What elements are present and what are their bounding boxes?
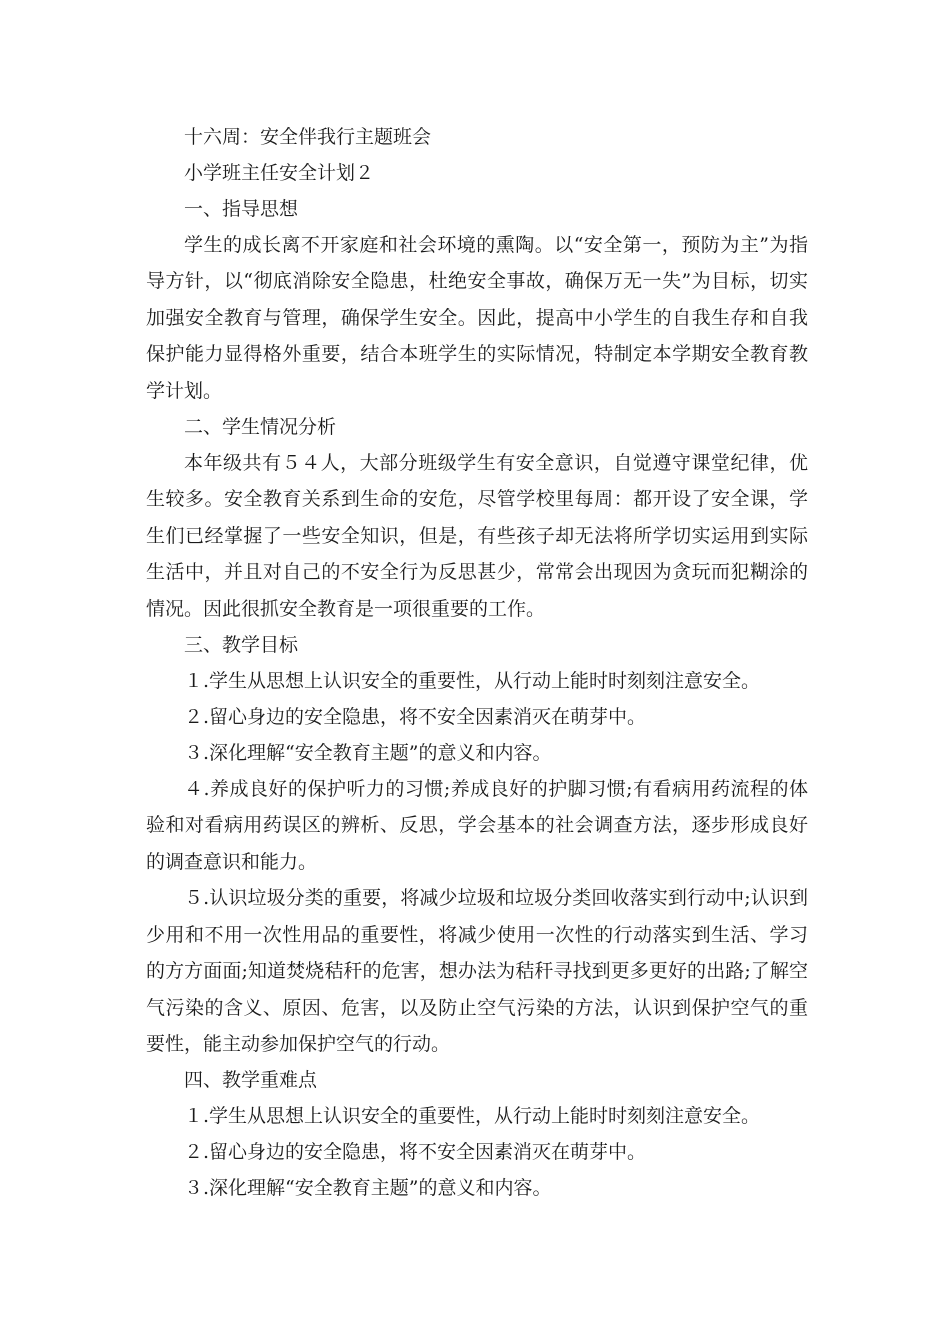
document-body [146,119,808,1206]
heading-key-points: 四、教学重难点 [184,1069,318,1092]
heading-teaching-goals: 三、教学目标 [184,634,299,657]
heading-student-analysis: 二、学生情况分析 [184,416,337,439]
paragraph-guiding-ideology: 学生的成长离不开家庭和社会环境的熏陶。以“安全第一，预防为主”为指导方针，以“彻底消除安全隐患，杜绝安全事故，确保万无一失”为目标，切实加强安全教育与管理，确保学生安全。因此，提高中小学生的自我生存和自我保护能力显得格外重要，结合本班学生的实际情况，特制定本学期安全教育教学计划。 [146,234,808,402]
goal-item-4: ４.养成良好的保护听力的习惯;养成良好的护脚习惯;有看病用药流程的体验和对看病用药误区的辨析、反思，学会基本的社会调查方法，逐步形成良好的调查意识和能力。 [146,778,808,873]
line-plan-title: 小学班主任安全计划２ [184,162,375,184]
line-week-title: 十六周：安全伴我行主题班会 [184,126,432,148]
key-point-item-2: ２.留心身边的安全隐患，将不安全因素消灭在萌芽中。 [184,1141,647,1164]
key-point-item-3: ３.深化理解“安全教育主题”的意义和内容。 [184,1177,552,1200]
goal-item-3: ３.深化理解“安全教育主题”的意义和内容。 [184,742,552,765]
key-point-item-1: １.学生从思想上认识安全的重要性，从行动上能时时刻刻注意安全。 [184,1105,761,1128]
heading-guiding-ideology: 一、指导思想 [184,198,299,220]
paragraph-student-analysis: 本年级共有５４人，大部分班级学生有安全意识，自觉遵守课堂纪律，优生较多。安全教育关系到生命的安危，尽管学校里每周：都开设了安全课，学生们已经掌握了一些安全知识，但是，有些孩子却无法将所学切实运用到实际生活中，并且对自己的不安全行为反思甚少，常常会出现因为贪玩而犯糊涂的情况。因此很抓安全教育是一项很重要的工作。 [146,452,808,620]
goal-item-2: ２.留心身边的安全隐患，将不安全因素消灭在萌芽中。 [184,706,647,729]
goal-item-1: １.学生从思想上认识安全的重要性，从行动上能时时刻刻注意安全。 [184,670,761,693]
goal-item-5: ５.认识垃圾分类的重要，将减少垃圾和垃圾分类回收落实到行动中;认识到少用和不用一次性用品的重要性，将减少使用一次性的行动落实到生活、学习的方方面面;知道焚烧秸秆的危害，想办法为秸秆寻找到更多更好的出路;了解空气污染的含义、原因、危害，以及防止空气污染的方法，认识到保护空气的重要性，能主动参加保护空气的行动。 [146,887,808,1055]
